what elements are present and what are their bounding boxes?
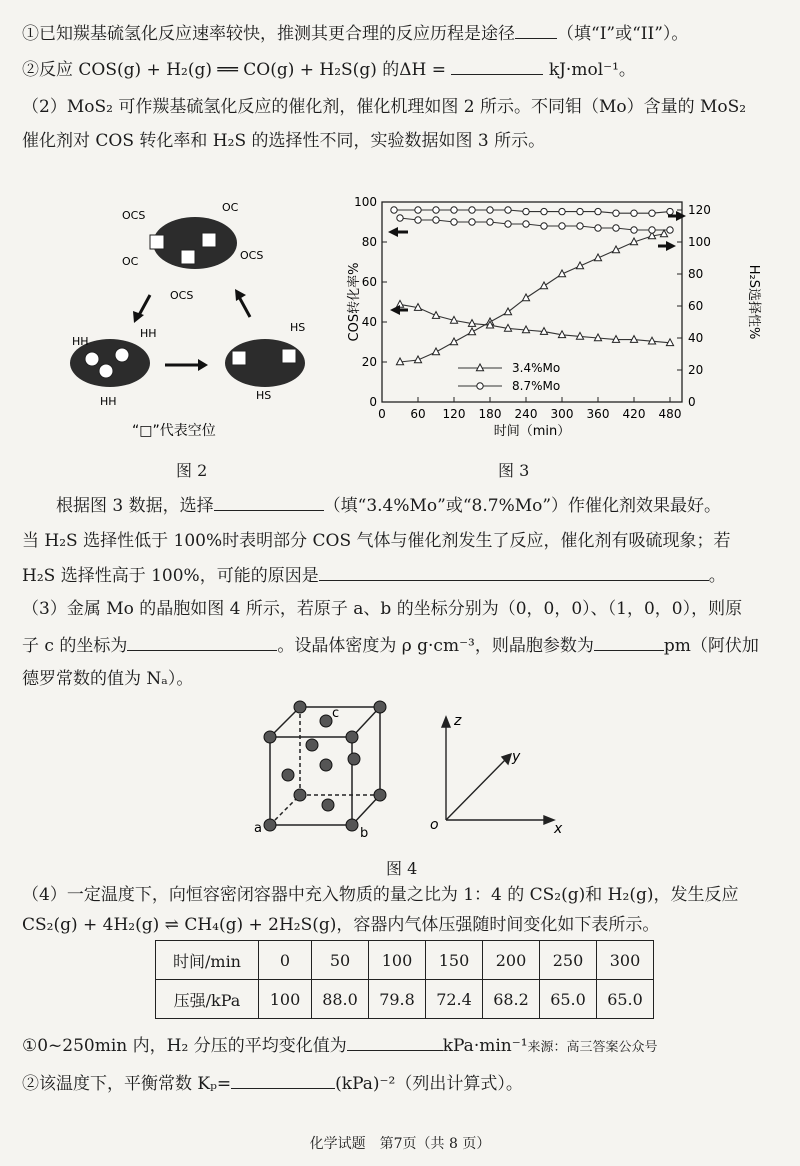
answer-blank-delta-h[interactable] xyxy=(451,58,543,75)
x-tick-label: 240 xyxy=(514,407,538,421)
q2-select-text: 根据图 3 数据，选择 xyxy=(56,496,214,516)
data-point xyxy=(630,336,637,343)
molecule-label: OCS xyxy=(170,289,194,302)
data-point xyxy=(631,210,637,216)
q1-part1-text: ①已知羰基硫氢化反应速率较快，推测其更合理的反应历程是途径 xyxy=(22,24,515,44)
y-left-tick-label: 80 xyxy=(361,235,377,249)
y-left-tick-label: 40 xyxy=(361,315,377,329)
data-point xyxy=(433,207,439,213)
legend-label: 3.4%Mo xyxy=(512,361,561,375)
molecule-label: OCS xyxy=(240,249,264,262)
table-cell: 72.4 xyxy=(426,980,483,1019)
answer-blank-kp[interactable] xyxy=(231,1072,335,1089)
y-right-tick-label: 20 xyxy=(688,363,704,377)
molecule-label: HS xyxy=(256,389,272,402)
table-cell: 88.0 xyxy=(312,980,369,1019)
y-right-tick-label: 60 xyxy=(688,299,704,313)
x-tick-label: 60 xyxy=(410,407,426,421)
molecule-label: OC xyxy=(222,201,239,214)
data-point xyxy=(487,219,493,225)
answer-blank-rate[interactable] xyxy=(347,1034,443,1051)
data-point xyxy=(559,208,565,214)
figure-4-caption: 图 4 xyxy=(386,859,418,878)
data-point xyxy=(397,215,403,221)
q4-sub2-unit: (kPa)⁻²（列出计算式）。 xyxy=(335,1074,523,1094)
source-watermark: 来源：高三答案公众号 xyxy=(527,1040,658,1055)
y-right-tick-label: 0 xyxy=(688,395,696,409)
data-point xyxy=(559,223,565,229)
atom-label-c: c xyxy=(332,706,340,721)
table-cell: 200 xyxy=(483,941,540,980)
q1-part2-unit: kJ·mol⁻¹。 xyxy=(548,60,636,80)
data-point xyxy=(451,207,457,213)
data-point xyxy=(649,227,655,233)
y-right-tick-label: 40 xyxy=(688,331,704,345)
data-point xyxy=(613,225,619,231)
q2-select-hint: （填“3.4%Mo”或“8.7%Mo”）作催化剂效果最好。 xyxy=(323,496,722,516)
q3-density-text: 。设晶体密度为 ρ g·cm⁻³，则晶胞参数为 xyxy=(277,636,594,656)
q2-reason-line1: 当 H₂S 选择性低于 100%时表明部分 COS 气体与催化剂发生了反应，催化剂有吸硫现象；若 xyxy=(22,531,731,551)
answer-blank-reason[interactable] xyxy=(319,564,709,581)
data-point xyxy=(577,223,583,229)
axis-label-x: x xyxy=(554,821,563,837)
axis-label-origin: o xyxy=(430,817,439,833)
answer-blank-lattice[interactable] xyxy=(594,634,664,651)
data-point xyxy=(541,223,547,229)
answer-blank-coordinate[interactable] xyxy=(127,634,277,651)
table-cell: 250 xyxy=(540,941,597,980)
molecule-label: HH xyxy=(140,327,157,340)
data-point xyxy=(595,208,601,214)
q3-line2 xyxy=(22,634,778,657)
q2-intro-line1: （2）MoS₂ 可作羰基硫氢化反应的催化剂，催化机理如图 2 所示。不同钼（Mo）含量的 MoS₂ xyxy=(22,97,747,117)
legend-label: 8.7%Mo xyxy=(512,379,561,393)
data-point xyxy=(613,210,619,216)
q3-line1: （3）金属 Mo 的晶胞如图 4 所示，若原子 a、b 的坐标分别为（0，0，0）、（1，0，0），则原 xyxy=(22,599,743,619)
q3-coord-text: 子 c 的坐标为 xyxy=(22,636,128,656)
series-line xyxy=(400,304,670,342)
q3-line3: 德罗常数的值为 Nₐ）。 xyxy=(22,669,194,689)
q2-reason-line2: H₂S 选择性高于 100%，可能的原因是 。 xyxy=(22,566,726,586)
catalyst-cluster-right xyxy=(225,339,305,387)
x-tick-label: 180 xyxy=(478,407,502,421)
data-point xyxy=(667,227,673,233)
x-tick-label: 120 xyxy=(442,407,466,421)
coordinate-axes xyxy=(442,717,554,824)
y-left-tick-label: 0 xyxy=(369,395,377,409)
q4-sub1-text: ①0~250min 内，H₂ 分压的平均变化值为 xyxy=(22,1036,347,1056)
data-point xyxy=(631,227,637,233)
answer-blank-pathway[interactable] xyxy=(515,22,557,39)
data-point xyxy=(469,207,475,213)
figure-2-caption: 图 2 xyxy=(176,461,208,480)
data-point xyxy=(415,207,421,213)
legend-marker xyxy=(476,364,483,371)
figure-2-legend: “□”代表空位 xyxy=(132,423,216,439)
data-point xyxy=(415,217,421,223)
data-point xyxy=(577,208,583,214)
figure-3-chart xyxy=(340,190,770,455)
data-point xyxy=(505,207,511,213)
y-left-axis-label: COS转化率% xyxy=(347,262,362,342)
table-header-time: 时间/min xyxy=(156,941,259,980)
data-point xyxy=(450,338,457,345)
table-cell: 65.0 xyxy=(540,980,597,1019)
q4-sub1-line xyxy=(22,1034,778,1059)
pressure-table xyxy=(155,940,654,1019)
x-tick-label: 360 xyxy=(586,407,610,421)
data-point xyxy=(523,208,529,214)
data-point xyxy=(522,294,529,301)
figure-3-caption: 图 3 xyxy=(498,461,530,480)
q1-part2-text: ②反应 COS(g) + H₂(g) ══ CO(g) + H₂S(g) 的ΔH = xyxy=(22,60,446,80)
q2-reason-text: H₂S 选择性高于 100%，可能的原因是 xyxy=(22,566,319,586)
table-cell: 65.0 xyxy=(597,980,654,1019)
x-axis-label: 时间（min） xyxy=(493,424,571,439)
data-point xyxy=(649,210,655,216)
q1-part1-line xyxy=(22,22,778,45)
data-point xyxy=(391,207,397,213)
y-right-axis-label: H₂S选择性% xyxy=(746,264,761,340)
legend-marker xyxy=(477,383,483,389)
table-row xyxy=(156,941,654,980)
q1-part2-line xyxy=(22,58,778,81)
figure-4-unit-cell xyxy=(230,695,580,845)
table-cell: 100 xyxy=(369,941,426,980)
answer-blank-catalyst[interactable] xyxy=(214,494,324,511)
y-left-tick-label: 20 xyxy=(361,355,377,369)
table-cell: 0 xyxy=(259,941,312,980)
axis-label-z: z xyxy=(454,713,462,729)
data-point xyxy=(468,328,475,335)
q4-line1: （4）一定温度下，向恒容密闭容器中充入物质的量之比为 1：4 的 CS₂(g)和 H₂(g)，发生反应 xyxy=(22,885,739,905)
data-point xyxy=(432,348,439,355)
y-right-tick-label: 120 xyxy=(688,203,711,217)
q4-sub2-text: ②该温度下，平衡常数 Kₚ= xyxy=(22,1074,232,1094)
q4-sub1-unit: kPa·min⁻¹ xyxy=(442,1036,528,1056)
x-tick-label: 0 xyxy=(378,407,386,421)
q2-select-line xyxy=(22,494,778,517)
series-line xyxy=(400,234,664,362)
molecule-label: OCS xyxy=(122,209,146,222)
q4-sub2-line xyxy=(22,1072,778,1095)
data-point xyxy=(667,208,673,214)
table-cell: 50 xyxy=(312,941,369,980)
y-right-tick-label: 100 xyxy=(688,235,711,249)
data-point xyxy=(541,208,547,214)
x-tick-label: 480 xyxy=(658,407,682,421)
table-cell: 100 xyxy=(259,980,312,1019)
page-footer: 化学试题 第7页（共 8 页） xyxy=(309,1136,491,1152)
q2-intro-line2: 催化剂对 COS 转化率和 H₂S 的选择性不同，实验数据如图 3 所示。 xyxy=(22,131,546,151)
q3-unit-text: pm（阿伏加 xyxy=(663,636,759,656)
molecule-label: HH xyxy=(100,395,117,408)
q4-line2: CS₂(g) + 4H₂(g) ⇌ CH₄(g) + 2H₂S(g)，容器内气体压强随时间变化如下表所示。 xyxy=(22,915,660,935)
atom-label-b: b xyxy=(360,826,369,841)
table-row xyxy=(156,980,654,1019)
data-point xyxy=(487,207,493,213)
data-point xyxy=(451,219,457,225)
data-point xyxy=(540,282,547,289)
data-point xyxy=(469,219,475,225)
q1-part1-hint: （填“I”或“II”）。 xyxy=(557,24,689,44)
x-tick-label: 420 xyxy=(622,407,646,421)
catalyst-cluster-top xyxy=(150,217,237,269)
table-header-pressure: 压强/kPa xyxy=(156,980,259,1019)
data-point xyxy=(523,221,529,227)
y-right-tick-label: 80 xyxy=(688,267,704,281)
data-point xyxy=(433,217,439,223)
y-left-tick-label: 100 xyxy=(354,195,377,209)
x-tick-label: 300 xyxy=(550,407,574,421)
table-cell: 300 xyxy=(597,941,654,980)
data-point xyxy=(595,225,601,231)
table-cell: 79.8 xyxy=(369,980,426,1019)
atom-label-a: a xyxy=(254,821,262,836)
molecule-label: HS xyxy=(290,321,306,334)
table-cell: 150 xyxy=(426,941,483,980)
y-left-tick-label: 60 xyxy=(361,275,377,289)
table-cell: 68.2 xyxy=(483,980,540,1019)
data-point xyxy=(504,308,511,315)
axis-label-y: y xyxy=(512,749,521,765)
series-line xyxy=(400,218,670,230)
data-point xyxy=(505,221,511,227)
molecule-label: OC xyxy=(122,255,139,268)
molecule-label: HH xyxy=(72,335,89,348)
figure-2-mechanism xyxy=(60,195,330,440)
